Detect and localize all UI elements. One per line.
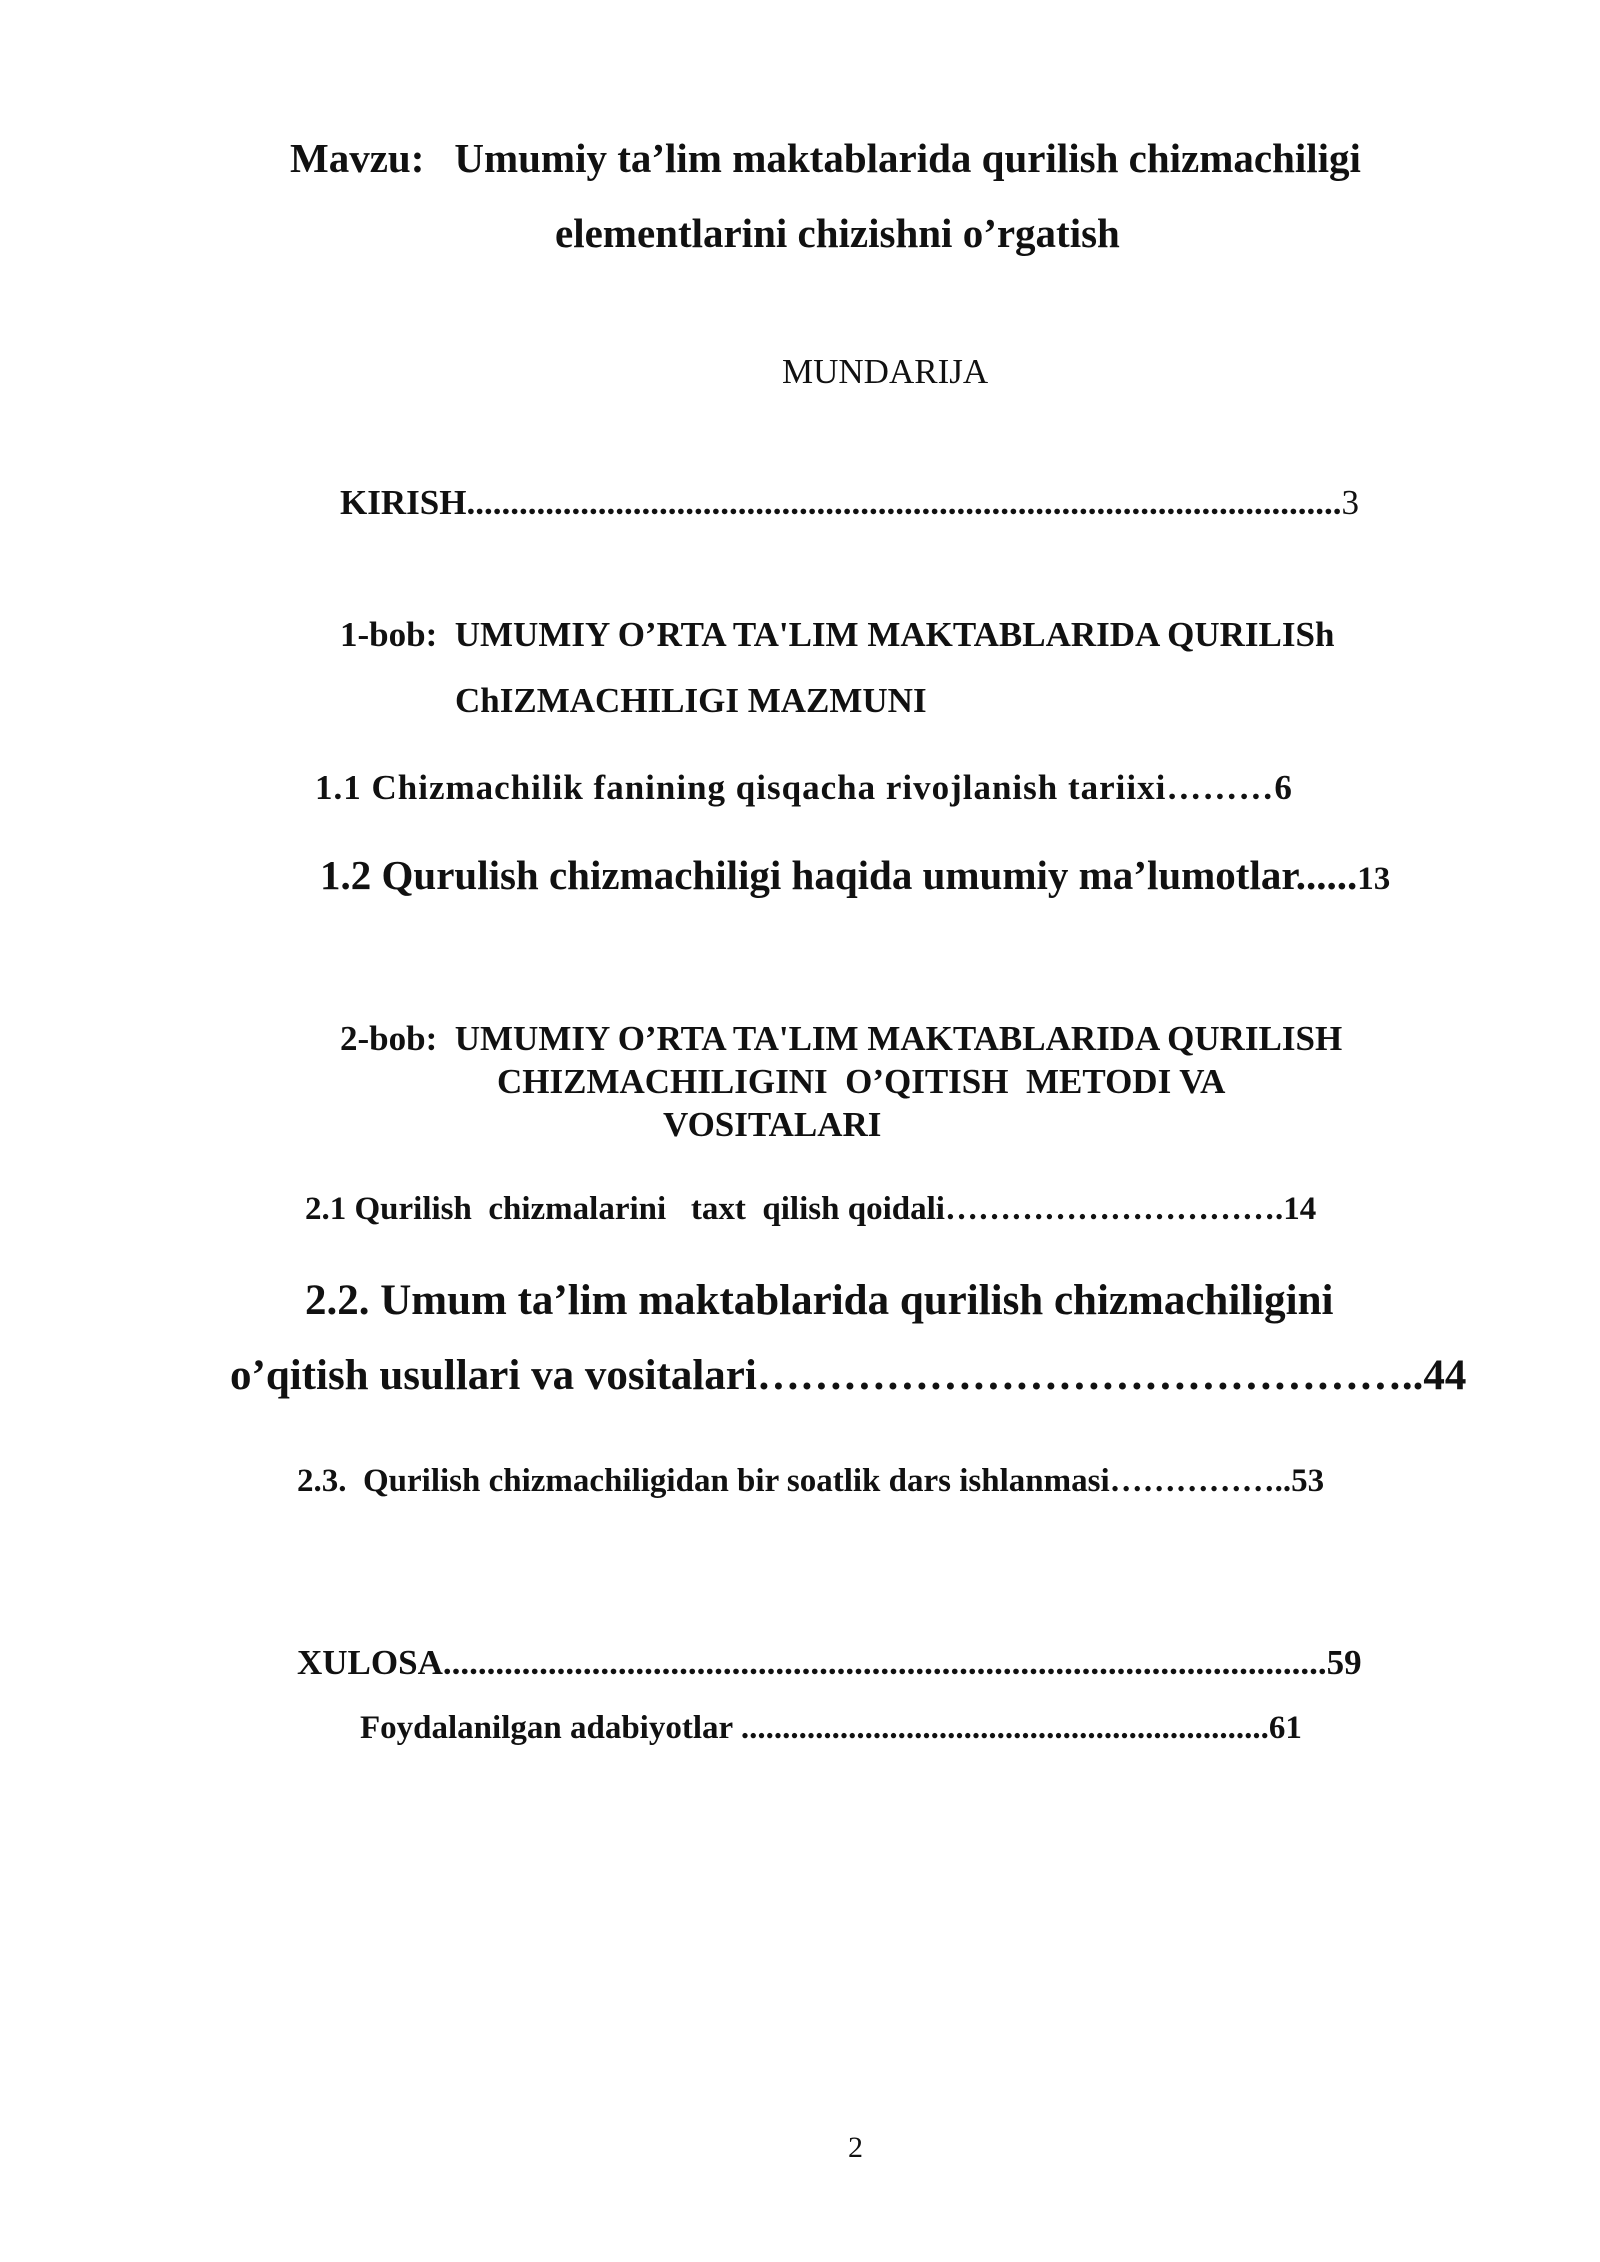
toc-entry-label: XULOSA — [297, 1643, 443, 1682]
toc-page-number: 13 — [1357, 861, 1391, 897]
chapter2-heading-line-1: 2-bob: UMUMIY O’RTA TA'LIM MAKTABLARIDA QURILISH — [340, 1019, 1343, 1058]
chapter1-heading-line-2: ChIZMACHILIGI MAZMUNI — [455, 681, 927, 720]
toc-page-number: 3 — [1341, 483, 1359, 522]
toc-leader-dots: ................................................................ — [732, 1710, 1269, 1746]
toc-entry-xulosa — [297, 1645, 1362, 1680]
toc-entry-2-3 — [297, 1465, 1324, 1498]
toc-leader-dots: …………….. — [1109, 1463, 1292, 1499]
page-number: 2 — [848, 2131, 863, 2164]
toc-entry-label: o’qitish usullari va vositalari — [230, 1352, 757, 1399]
toc-leader-dots: ..................................................................................................... — [442, 1643, 1327, 1682]
toc-heading: MUNDARIJA — [782, 352, 989, 391]
toc-entry-2-2-line-2 — [230, 1354, 1466, 1397]
topic-line-1 — [290, 135, 1361, 181]
toc-leader-dots: ...... — [1295, 852, 1358, 898]
toc-page-number: 44 — [1423, 1352, 1467, 1399]
topic-label: Mavzu: — [290, 135, 425, 181]
toc-entry-1-2 — [320, 852, 1391, 898]
toc-leader-dots: ……… — [1166, 768, 1275, 807]
toc-page-number: 59 — [1326, 1643, 1362, 1682]
toc-page-number: 6 — [1274, 768, 1293, 807]
toc-page-number: 53 — [1291, 1463, 1325, 1499]
chapter2-heading-line-3: VOSITALARI — [663, 1105, 882, 1144]
toc-entry-label: Foydalanilgan adabiyotlar — [360, 1710, 733, 1746]
topic-title-line-2: elementlarini chizishni o’rgatish — [555, 210, 1120, 256]
toc-leader-dots: …………………………. — [944, 1191, 1284, 1227]
toc-entry-foydalanilgan — [360, 1712, 1302, 1745]
toc-entry-label: KIRISH — [340, 483, 467, 522]
toc-leader-dots: ……………………………………….. — [756, 1352, 1424, 1399]
toc-entry-label: 2.1 Qurilish chizmalarini taxt qilish qoidali — [305, 1191, 945, 1227]
topic-title-line-1: Umumiy ta’lim maktablarida qurilish chizmachiligi — [454, 135, 1361, 181]
toc-entry-label: 2.3. Qurilish chizmachiligidan bir soatlik dars ishlanmasi — [297, 1463, 1110, 1499]
toc-entry-label: 1.2 Qurulish chizmachiligi haqida umumiy ma’lumotlar — [320, 852, 1296, 898]
toc-entry-2-1 — [305, 1193, 1316, 1226]
chapter1-heading-line-1: 1-bob: UMUMIY O’RTA TA'LIM MAKTABLARIDA QURILISh — [340, 615, 1335, 654]
toc-entry-1-1 — [315, 770, 1293, 805]
toc-page-number: 61 — [1268, 1710, 1302, 1746]
toc-leader-dots: .................................................................................................... — [466, 483, 1342, 522]
toc-entry-kirish — [340, 485, 1359, 520]
toc-page-number: 14 — [1283, 1191, 1317, 1227]
chapter2-heading-line-2: CHIZMACHILIGINI O’QITISH METODI VA — [497, 1062, 1226, 1101]
toc-entry-label: 1.1 Chizmachilik fanining qisqacha rivojlanish tariixi — [315, 768, 1167, 807]
toc-entry-2-2-line-1: 2.2. Umum ta’lim maktablarida qurilish chizmachiligini — [305, 1277, 1334, 1324]
